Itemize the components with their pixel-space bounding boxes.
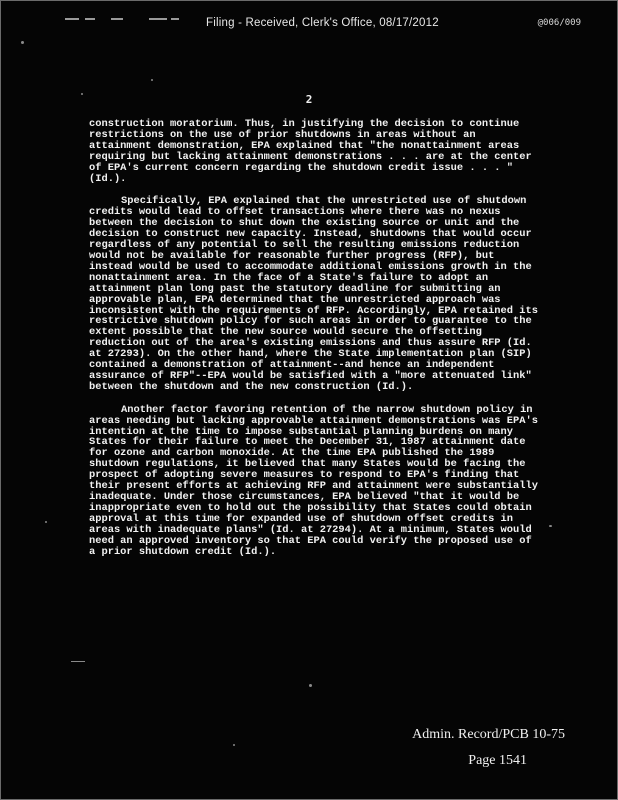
record-page-label: Page 1541 (468, 753, 527, 768)
scan-speck (45, 521, 47, 523)
page-number: 2 (305, 93, 313, 106)
paragraph: construction moratorium. Thus, in justifying the decision to continue restrictions on the use of prior shutdowns in areas without an attainment demonstration, EPA explained that "the nonattainment areas requiring but lacking attainment demonstrations . . . are at the center of EPA's current concern regarding the shutdown credit issue . . . " (Id.). (89, 118, 532, 185)
admin-record-label: Admin. Record/PCB 10-75 (412, 727, 565, 742)
paragraph: Another factor favoring retention of the narrow shutdown policy in areas needing but lacking approvable attainment demonstrations was EPA's intention at the time to impose substantial planning burdens on many States for their failure to meet the December 31, 1987 attainment date for ozone and carbon monoxide. At the time EPA published the 1989 shutdown regulations, it believed that many States would be facing the prospect of adopting severe measures to respond to EPA's finding that their present efforts at achieving RFP and attainment were substantially inadequate. Under those circumstances, EPA believed "that it would be inappropriate even to hold out the possibility that States could obtain approval at this time for expanded use of shutdown offset credits in areas with inadequate plans" (Id. at 27294). At a minimum, States would need an approved inventory so that EPA could verify the proposed use of a prior shutdown credit (Id.). (89, 403, 538, 558)
scan-speck (549, 525, 552, 527)
paragraph: Specifically, EPA explained that the unrestricted use of shutdown credits would lead to offset transactions where there was no nexus between the decision to shut down the existing source or unit and the decision to construct new capacity. Instead, shutdowns that would occur regardless of any potential to sell the resulting emissions reduction would not be available for reasonable further progress (RFP), but instead would be used to accommodate additional emissions growth in the nonattainment area. In the face of a State's failure to adopt an attainment plan long past the statutory deadline for submitting an approvable plan, EPA determined that the unrestricted approach was inconsistent with the requirements of RFP. Accordingly, EPA retained its restrictive shutdown policy for such areas in order to guarantee to the extent possible that the new source would secure the offsetting reduction out of the area's existing emissions and thus assure RFP (Id. at 27293). On the other hand, where the State implementation plan (SIP) contained a demonstration of attainment--and hence an independent assurance of RFP"--EPA would be satisfied with a "more attenuated link" between the shutdown and the new construction (Id.). (89, 195, 538, 393)
fax-header (61, 15, 581, 33)
scan-speck (309, 684, 312, 687)
scan-speck (71, 661, 85, 662)
document-body (89, 119, 539, 569)
filing-stamp: Filing - Received, Clerk's Office, 08/17/2012 (206, 17, 439, 29)
scan-speck (151, 79, 153, 81)
scan-speck (81, 93, 83, 95)
fax-noise-icon (61, 15, 191, 25)
fax-page-counter: @006/009 (537, 18, 581, 28)
scan-speck (233, 744, 235, 746)
fax-transmission-marks (61, 15, 191, 27)
scan-speck (21, 41, 24, 44)
